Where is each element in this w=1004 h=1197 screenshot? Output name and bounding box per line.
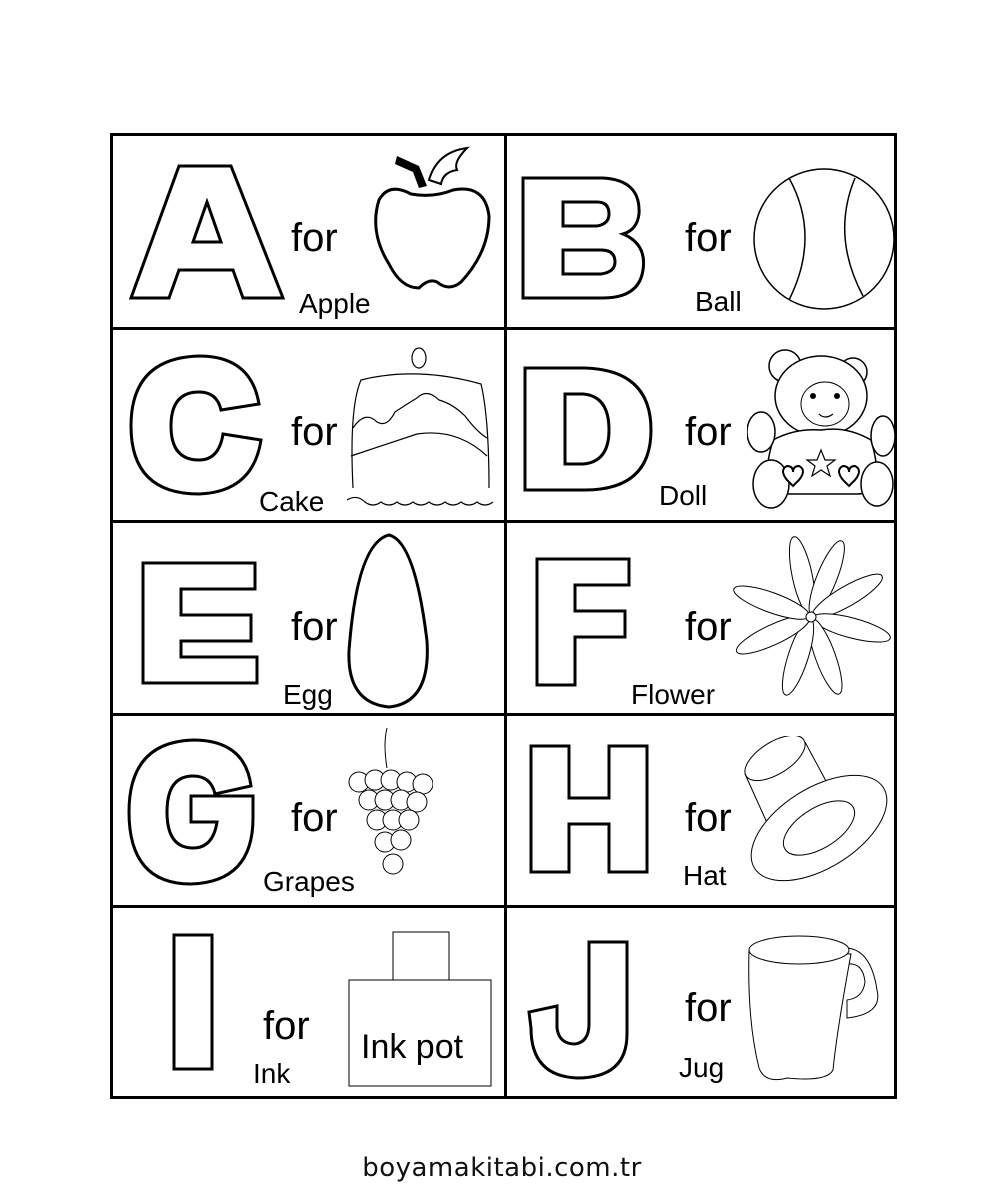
for-label: for bbox=[685, 410, 732, 454]
cake-icon bbox=[347, 338, 501, 518]
ball-icon bbox=[751, 166, 897, 312]
letter-g-outline bbox=[125, 736, 259, 888]
for-label: for bbox=[685, 605, 732, 649]
letter-c-outline bbox=[127, 352, 267, 498]
for-label: for bbox=[291, 410, 338, 454]
for-label: for bbox=[685, 986, 732, 1030]
cell-a bbox=[113, 136, 503, 328]
word-label: Hat bbox=[683, 860, 727, 891]
grapes-icon bbox=[347, 724, 433, 894]
cell-d bbox=[507, 330, 897, 522]
cell-h bbox=[507, 716, 897, 908]
word-label: Egg bbox=[283, 679, 333, 710]
letter-e-outline bbox=[139, 559, 261, 687]
ink-pot-label: Ink pot bbox=[361, 1028, 464, 1066]
letter-a-outline bbox=[127, 162, 287, 302]
apple-icon bbox=[371, 142, 497, 302]
word-label: Cake bbox=[259, 486, 325, 517]
hat-icon bbox=[743, 736, 893, 886]
letter-f-outline bbox=[533, 555, 633, 689]
cell-i bbox=[113, 908, 503, 1100]
for-label: for bbox=[685, 796, 732, 840]
word-label: Ink bbox=[253, 1058, 291, 1089]
footer-site-url: boyamakitabi.com.tr bbox=[362, 1153, 642, 1183]
for-label: for bbox=[291, 796, 338, 840]
jug-icon bbox=[747, 930, 887, 1086]
word-label: Doll bbox=[659, 480, 708, 511]
cell-e bbox=[113, 523, 503, 715]
letter-j-outline bbox=[527, 938, 633, 1082]
teddy-bear-icon bbox=[747, 344, 897, 510]
word-label: Flower bbox=[631, 679, 716, 710]
cell-j bbox=[507, 908, 897, 1100]
cell-c bbox=[113, 330, 503, 522]
letter-d-outline bbox=[521, 364, 655, 494]
egg-icon bbox=[345, 531, 433, 711]
cell-f bbox=[507, 523, 897, 715]
word-label: Grapes bbox=[263, 866, 355, 897]
ink-pot-icon bbox=[347, 930, 493, 1090]
for-label: for bbox=[263, 1004, 310, 1048]
for-label: for bbox=[685, 216, 732, 260]
word-label: Ball bbox=[695, 286, 742, 317]
letter-h-outline bbox=[527, 742, 651, 876]
cell-b bbox=[507, 136, 897, 328]
letter-b-outline bbox=[519, 174, 649, 302]
for-label: for bbox=[291, 605, 338, 649]
word-label: Apple bbox=[299, 288, 371, 319]
cell-g bbox=[113, 716, 503, 908]
for-label: for bbox=[291, 216, 338, 260]
flower-icon bbox=[731, 533, 891, 703]
alphabet-worksheet-grid bbox=[110, 133, 897, 1099]
letter-i-outline bbox=[171, 932, 217, 1074]
word-label: Jug bbox=[679, 1052, 725, 1083]
